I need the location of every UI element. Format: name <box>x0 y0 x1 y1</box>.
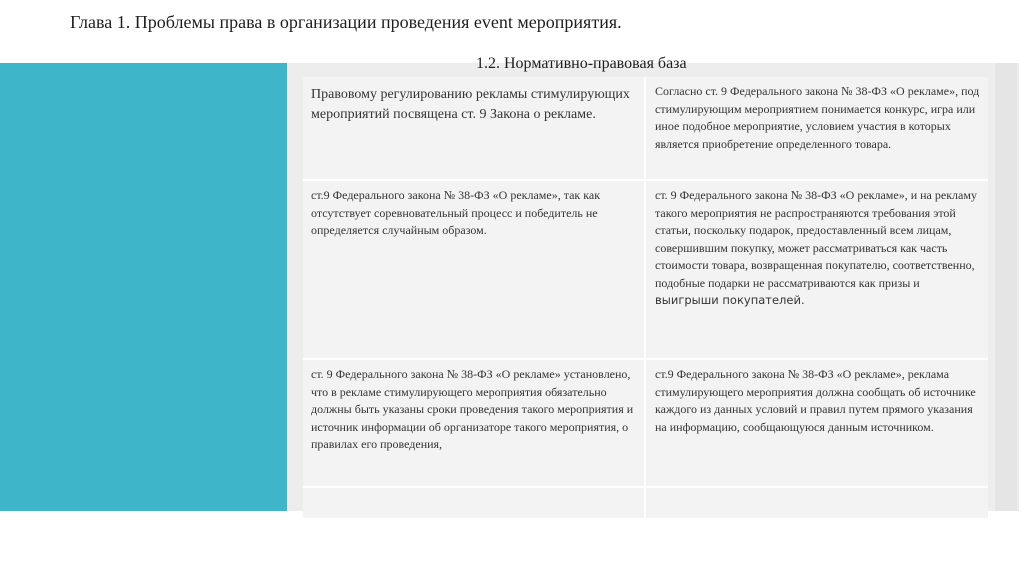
right-edge-bar <box>995 63 1017 511</box>
cell-text-tail: выигрыши покупателей. <box>655 293 805 307</box>
table-cell <box>646 181 988 358</box>
table-cell: ст.9 Федерального закона № 38-ФЗ «О рекламе», реклама стимулирующего мероприятия должна сообщать об источнике каждого из данных условий и правил путем прямого указания на информацию, сообщающуюся данным источником. <box>646 360 988 486</box>
cell-text: ст. 9 Федерального закона № 38-ФЗ «О рекламе», и на рекламу такого мероприятия не распространяются требования этой статьи, поскольку подарок, предоставленный всем лицам, совершившим покупку, может рассматриваться как часть стоимости товара, возвращенная покупателю, соответственно, подобные подарки не рассматриваются как призы и <box>655 188 977 290</box>
legal-table <box>303 77 988 518</box>
table-cell: ст.9 Федерального закона № 38-ФЗ «О рекламе», так как отсутствует соревновательный процесс и победитель не определяется случайным образом. <box>303 181 644 358</box>
slide-title: Глава 1. Проблемы права в организации проведения event мероприятия. <box>70 12 622 32</box>
table-cell: Правовому регулированию рекламы стимулирующих мероприятий посвящена ст. 9 Закона о рекламе. <box>303 77 644 179</box>
section-subtitle: 1.2. Нормативно-правовая база <box>476 55 687 72</box>
table-cell-empty <box>303 488 644 518</box>
accent-block <box>0 63 287 511</box>
table-cell-empty <box>646 488 988 518</box>
table-cell: ст. 9 Федерального закона № 38-ФЗ «О рекламе» установлено, что в рекламе стимулирующего мероприятия обязательно должны быть указаны сроки проведения такого мероприятия и источник информации об организаторе такого мероприятия, о правилах его проведения, <box>303 360 644 486</box>
table-cell: Согласно ст. 9 Федерального закона № 38-ФЗ «О рекламе», под стимулирующим мероприятием понимается конкурс, игра или иное подобное мероприятие, условием участия в которых является приобретение определенного товара. <box>646 77 988 179</box>
